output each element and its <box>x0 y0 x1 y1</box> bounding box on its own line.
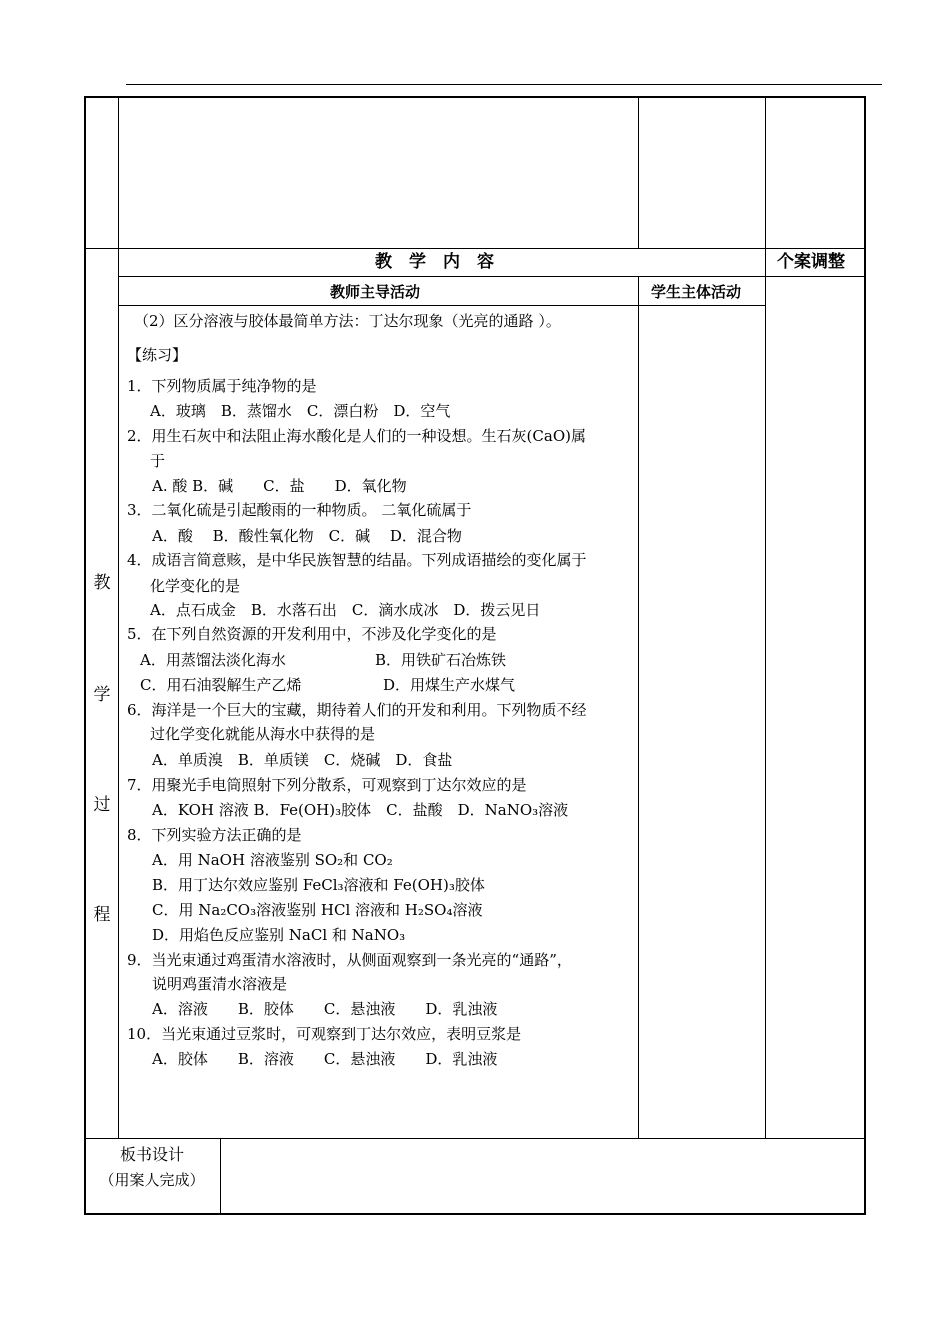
question-9-cont: 说明鸡蛋清水溶液是 <box>152 975 288 993</box>
intro-text: （2）区分溶液与胶体最简单方法：丁达尔现象（光亮的通路 ）。 <box>134 312 561 330</box>
question-4: 4．成语言简意赅，是中华民族智慧的结晶。下列成语描绘的变化属于 <box>127 551 587 569</box>
question-8-option-c: C．用 Na₂CO₃溶液鉴别 HCl 溶液和 H₂SO₄溶液 <box>152 901 483 919</box>
sub-header-student: 学生主体活动 <box>651 283 742 301</box>
question-4-cont: 化学变化的是 <box>150 577 241 595</box>
question-3: 3．二氧化硫是引起酸雨的一种物质。 二氧化硫属于 <box>127 501 472 519</box>
question-10-options: A．胶体 B．溶液 C．悬浊液 D．乳浊液 <box>152 1050 498 1068</box>
sub-header-teacher: 教师主导活动 <box>330 283 421 301</box>
board-design-title: 板书设计 <box>119 1145 184 1164</box>
question-4-options: A．点石成金 B．水落石出 C．滴水成冰 D．拨云见日 <box>150 601 541 619</box>
question-8-option-b: B．用丁达尔效应鉴别 FeCl₃溶液和 Fe(OH)₃胶体 <box>152 876 485 894</box>
side-label-char: 过 <box>93 795 111 815</box>
question-5-option-c: C．用石油裂解生产乙烯 <box>140 676 302 694</box>
question-7: 7．用聚光手电筒照射下列分散系，可观察到丁达尔效应的是 <box>127 776 527 794</box>
question-3-options: A．酸 B．酸性氧化物 C．碱 D．混合物 <box>152 527 462 545</box>
question-7-options: A．KOH 溶液 B．Fe(OH)₃胶体 C．盐酸 D．NaNO₃溶液 <box>152 801 569 819</box>
question-6: 6．海洋是一个巨大的宝藏，期待着人们的开发和利用。下列物质不经 <box>127 701 587 719</box>
question-5: 5．在下列自然资源的开发利用中，不涉及化学变化的是 <box>127 625 497 643</box>
question-2-cont: 于 <box>150 452 166 470</box>
question-5-option-a: A．用蒸馏法淡化海水 <box>140 651 286 669</box>
question-2: 2．用生石灰中和法阻止海水酸化是人们的一种设想。生石灰(CaO)属 <box>127 427 586 445</box>
question-2-options: A. 酸 B．碱 C．盐 D．氧化物 <box>152 477 407 495</box>
question-9-options: A．溶液 B．胶体 C．悬浊液 D．乳浊液 <box>152 1000 498 1018</box>
question-5-option-b: B．用铁矿石冶炼铁 <box>375 651 507 669</box>
header-adjust: 个案调整 <box>777 252 845 272</box>
header-title: 教 学 内 容 <box>375 252 494 272</box>
question-9: 9．当光束通过鸡蛋清水溶液时，从侧面观察到一条光亮的“通路”， <box>127 951 572 969</box>
question-6-cont: 过化学变化就能从海水中获得的是 <box>150 725 376 743</box>
question-5-option-d: D．用煤生产水煤气 <box>383 676 516 694</box>
question-8-option-d: D．用焰色反应鉴别 NaCl 和 NaNO₃ <box>152 926 406 944</box>
question-8: 8．下列实验方法正确的是 <box>127 826 302 844</box>
question-1-options: A．玻璃 B．蒸馏水 C．漂白粉 D．空气 <box>150 402 451 420</box>
side-label-char: 学 <box>93 685 111 705</box>
header-rule <box>126 84 882 85</box>
side-label-char: 程 <box>93 905 111 925</box>
practice-heading: 【练习】 <box>127 346 188 364</box>
question-8-option-a: A．用 NaOH 溶液鉴别 SO₂和 CO₂ <box>152 851 393 869</box>
question-10: 10．当光束通过豆浆时，可观察到丁达尔效应，表明豆浆是 <box>127 1025 522 1043</box>
side-label-char: 教 <box>93 573 111 593</box>
question-6-options: A．单质溴 B．单质镁 C．烧碱 D．食盐 <box>152 751 453 769</box>
board-design-note: （用案人完成） <box>99 1171 205 1189</box>
question-1: 1．下列物质属于纯净物的是 <box>127 377 317 395</box>
